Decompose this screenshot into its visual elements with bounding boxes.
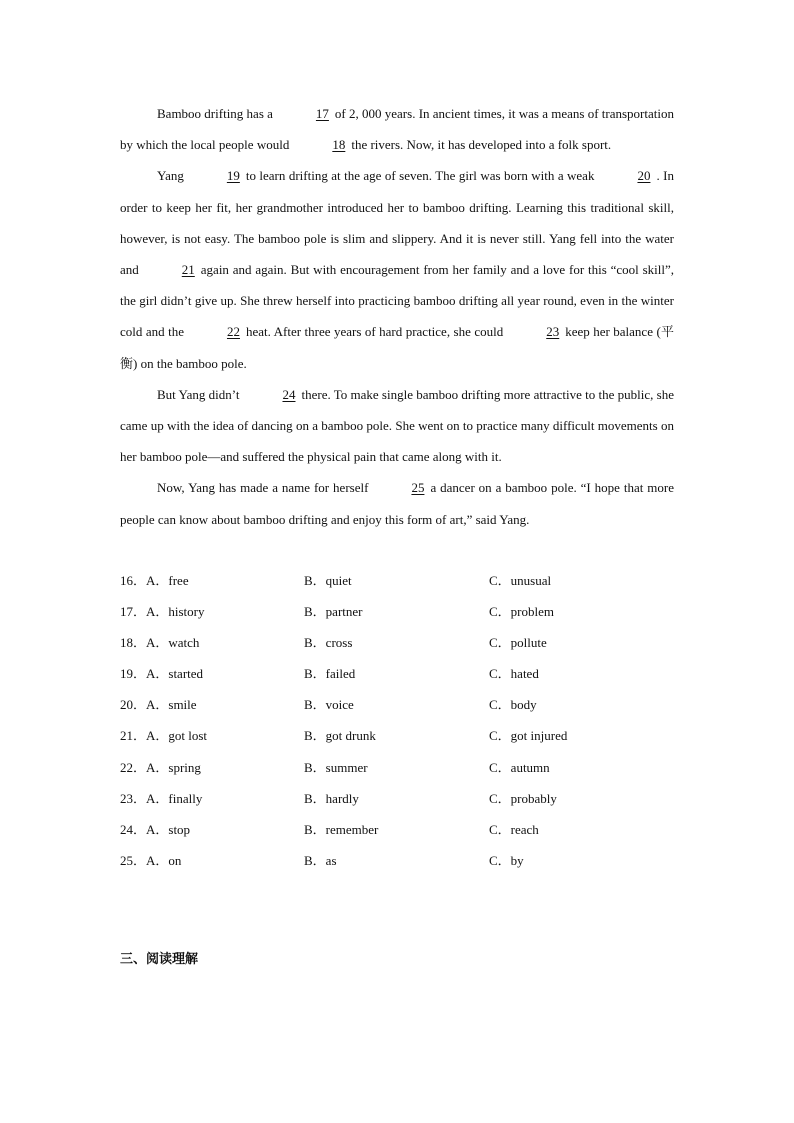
- text: Bamboo drifting has a: [157, 106, 273, 121]
- option-row-24: [120, 814, 680, 845]
- blank-19: 19: [226, 168, 240, 184]
- option-a: 21．A．got lost: [120, 728, 208, 744]
- option-b: B．quiet: [304, 573, 352, 588]
- blank-21: 21: [181, 262, 195, 278]
- blank-17: 17: [315, 106, 329, 121]
- option-c: C．by: [489, 852, 524, 868]
- text: the rivers. Now, it has developed into a folk sport.: [351, 137, 612, 153]
- passage-paragraph-1: [120, 98, 674, 160]
- text: a dancer on a bamboo pole. “I hope that more people can know about bamboo drifting and enjoy this form of art,” said Yang.: [120, 480, 674, 527]
- option-row-17: [120, 596, 680, 627]
- option-a: 16．A．free: [120, 573, 189, 588]
- passage-paragraph-3: [120, 379, 674, 473]
- option-c: C．hated: [489, 666, 539, 682]
- section-heading: 三、阅读理解: [120, 952, 199, 967]
- option-b: B．failed: [304, 666, 356, 682]
- text: again and again. But with encouragement from her family and a love for this “cool skill”, the girl didn’t give up. She threw herself into practicing bamboo drifting all year round, even in the winter cold and the: [120, 262, 674, 340]
- option-b: B．remember: [304, 821, 379, 837]
- option-a: 20．A．smile: [120, 697, 197, 713]
- option-row-23: [120, 783, 680, 814]
- text: of 2, 000 years. In ancient times, it was a means of transportation by which the local people would: [120, 106, 674, 153]
- passage-paragraph-4: [120, 472, 674, 534]
- text: Yang: [157, 168, 184, 184]
- blank-24: 24: [282, 386, 296, 402]
- option-row-22: [120, 752, 680, 783]
- text: Now, Yang has made a name for herself: [157, 480, 369, 496]
- option-a: 22．A．spring: [120, 759, 201, 775]
- text: keep her balance (平衡) on the bamboo pole.: [120, 324, 674, 371]
- option-row-18: [120, 627, 680, 658]
- option-a: 25．A．on: [120, 852, 182, 868]
- option-c: C．unusual: [489, 573, 552, 588]
- blank-23: 23: [546, 324, 560, 340]
- option-row-25: [120, 845, 680, 876]
- option-c: C．pollute: [489, 635, 547, 651]
- option-b: B．as: [304, 852, 337, 868]
- option-c: C．autumn: [489, 759, 550, 775]
- option-b: B．hardly: [304, 790, 359, 806]
- option-row-20: [120, 689, 680, 720]
- option-a: 18．A．watch: [120, 635, 200, 651]
- text: heat. After three years of hard practice, she could: [245, 324, 504, 340]
- option-c: C．reach: [489, 821, 539, 837]
- option-c: C．got injured: [489, 728, 568, 744]
- option-row-19: [120, 658, 680, 689]
- blank-25: 25: [411, 480, 425, 496]
- option-b: B．summer: [304, 759, 368, 775]
- option-a: 24．A．stop: [120, 821, 191, 837]
- option-row-16: [120, 565, 680, 596]
- option-b: B．got drunk: [304, 728, 376, 744]
- blank-18: 18: [332, 137, 346, 153]
- option-a: 19．A．started: [120, 666, 204, 682]
- option-b: B．partner: [304, 604, 363, 620]
- option-b: B．cross: [304, 635, 353, 651]
- blank-20: 20: [637, 168, 651, 184]
- answer-options: [120, 565, 680, 876]
- option-b: B．voice: [304, 697, 354, 713]
- option-a: 17．A．history: [120, 604, 205, 620]
- text: to learn drifting at the age of seven. The girl was born with a weak: [245, 168, 595, 184]
- option-c: C．body: [489, 697, 537, 713]
- text: . In order to keep her fit, her grandmother introduced her to bamboo drifting. Learning this traditional skill, however, is not easy. The bamboo pole is slim and slippery. And it is never still. Yang fell into the water and: [120, 168, 674, 278]
- cloze-passage: [120, 98, 674, 535]
- option-row-21: [120, 720, 680, 751]
- passage-paragraph-2: [120, 160, 674, 378]
- text: But Yang didn’t: [157, 386, 240, 402]
- option-c: C．probably: [489, 790, 557, 806]
- option-c: C．problem: [489, 604, 554, 620]
- text: there. To make single bamboo drifting more attractive to the public, she came up with the idea of dancing on a bamboo pole. She went on to practice many difficult movements on her bamboo pole—and suffered the physical pain that came along with it.: [120, 386, 674, 465]
- blank-22: 22: [226, 324, 240, 340]
- option-a: 23．A．finally: [120, 790, 203, 806]
